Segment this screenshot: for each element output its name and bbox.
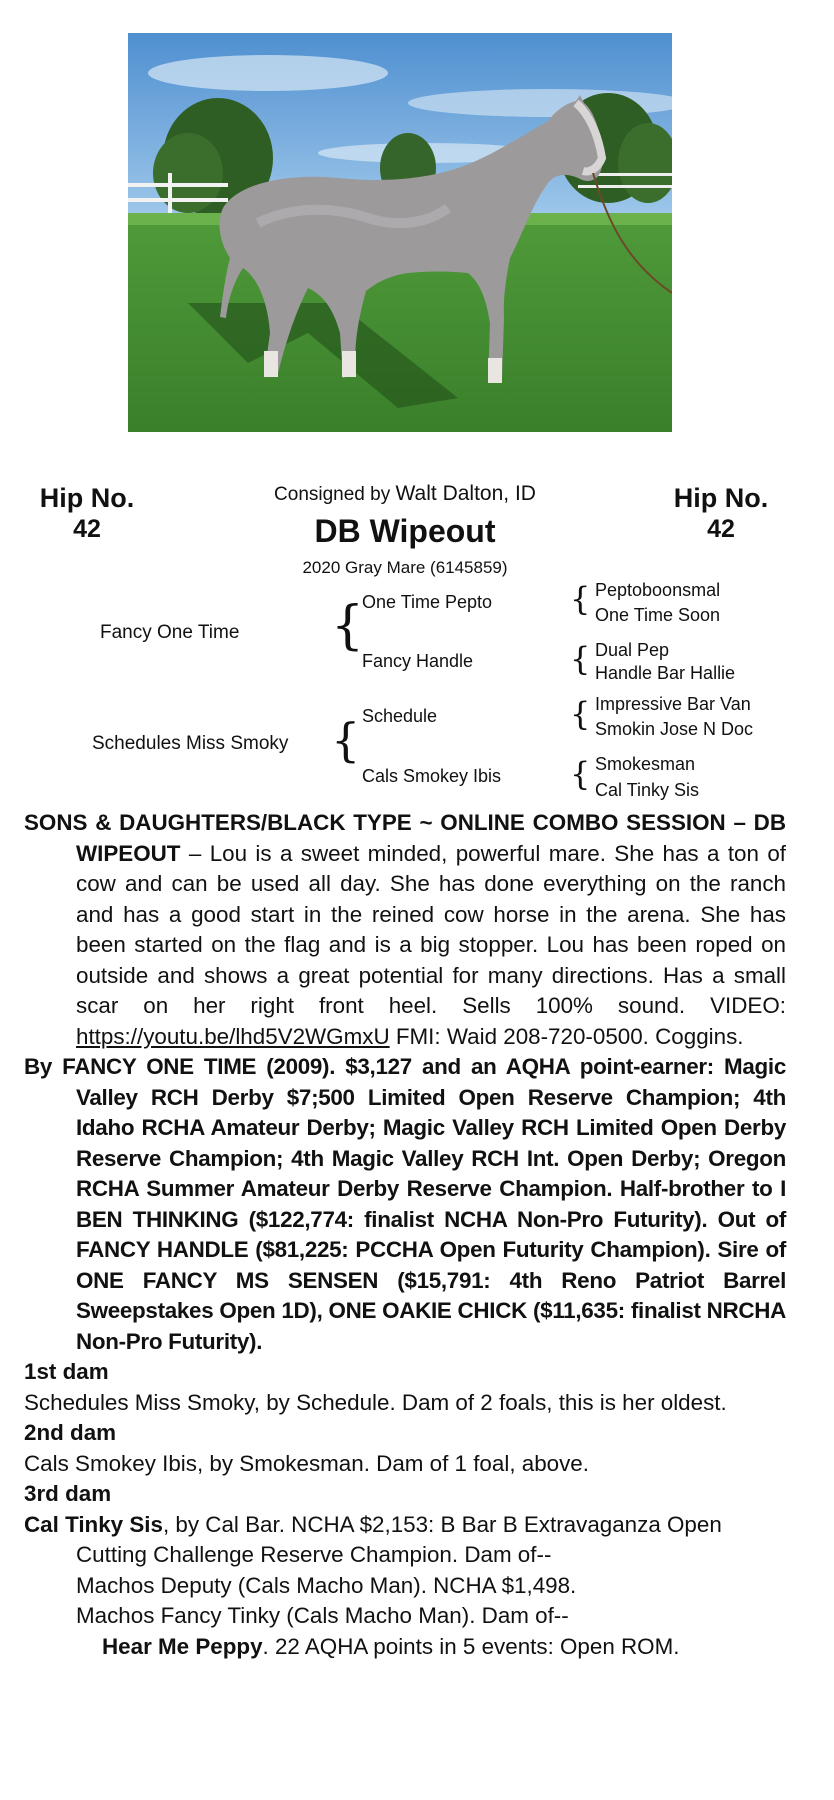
hip-number-right [656, 482, 786, 544]
hip-number-left [22, 482, 152, 544]
consignor-name: Walt Dalton, ID [395, 482, 536, 505]
pedigree-grandparent: Impressive Bar Van [595, 694, 751, 714]
pedigree-brace: { [570, 695, 591, 733]
pedigree-grandparent: Dual Pep [595, 640, 670, 660]
pedigree-grandparent: Peptoboonsmal [595, 580, 721, 600]
second-dam-label: 2nd dam [24, 1420, 117, 1445]
pedigree-brace: { [570, 755, 591, 793]
horse-info: 2020 Gray Mare (6145859) [302, 558, 508, 577]
first-dam-text: Schedules Miss Smoky, by Schedule. Dam of 2 foals, this is her oldest. [24, 1389, 727, 1415]
sire-record: By FANCY ONE TIME (2009). $3,127 and an AQHA point-earner: Magic Valley RCH Derby $7;500 Limited Open Reserve Champion; 4th Idaho RCHA Amateur Derby; Magic Valley RCH Limited Open Derby Reserve Champion; 4th Magic Valley RCH Int. Open Derby; Oregon RCHA Summer Amateur Derby Reserve Champion. Half-brother to I BEN THINKING ($122,774: finalist NCHA Non-Pro Futurity). Out of FANCY HANDLE ($81,225: PCCHA Open Futurity Champion). Sire of ONE FANCY MS SENSEN ($15,791: 4th Reno Patriot Barrel Sweepstakes Open 1D), ONE OAKIE CHICK ($11,635: finalist NRCHA Non-Pro Futurity). [24, 1054, 786, 1354]
hip-number: 42 [73, 515, 101, 543]
third-dam-name: Cal Tinky Sis [24, 1511, 163, 1537]
hip-label: Hip No. [673, 483, 769, 513]
pedigree-dam-sire: Schedule [362, 706, 438, 726]
pedigree-brace: { [570, 580, 591, 618]
hip-label: Hip No. [39, 483, 135, 513]
pedigree-dam: Schedules Miss Smoky [92, 733, 289, 754]
horse-photo-illustration [128, 33, 672, 432]
description-paragraph [24, 808, 786, 1052]
pedigree-grandparent: Cal Tinky Sis [595, 780, 700, 800]
third-dam-record: , by Cal Bar. NCHA $2,153: B Bar B Extravaganza Open Cutting Challenge Reserve Champion. Dam of-- [76, 1511, 722, 1567]
description-text: – Lou is a sweet minded, powerful mare. She has a ton of cow and can be used all day. She has done everything on the ranch and has a good start in the reined cow horse in the arena. She has been started on the flag and is a big stopper. Lou has been roped on outside and shows a great potential for many directions. Has a small scar on her right front heel. Sells 100% sound. VIDEO: [76, 840, 786, 1018]
pedigree-sire: Fancy One Time [100, 622, 240, 643]
hip-number: 42 [707, 515, 735, 543]
pedigree-dam-dam: Cals Smokey Ibis [362, 766, 502, 786]
pedigree-brace: { [331, 713, 361, 767]
third-dam-label: 3rd dam [24, 1481, 112, 1506]
horse-photo [128, 33, 672, 432]
catalog-body [24, 808, 786, 1662]
consignor-line [200, 482, 610, 506]
horse-name: DB Wipeout [314, 513, 496, 549]
description-heading: SONS & DAUGHTERS/BLACK TYPE ~ ONLINE COMBO SESSION – DB WIPEOUT [24, 810, 786, 866]
pedigree-grandparent: Smokesman [595, 754, 696, 774]
produce-line [24, 1632, 786, 1663]
pedigree-grandparent: Handle Bar Hallie [595, 663, 736, 683]
pedigree-sire-dam: Fancy Handle [362, 651, 474, 671]
second-dam-text: Cals Smokey Ibis, by Smokesman. Dam of 1 foal, above. [24, 1450, 589, 1476]
produce-record: . 22 AQHA points in 5 events: Open ROM. [262, 1633, 680, 1659]
produce-line: Machos Fancy Tinky (Cals Macho Man). Dam of-- [76, 1603, 569, 1628]
third-dam-text [24, 1510, 786, 1571]
first-dam-label: 1st dam [24, 1359, 109, 1384]
pedigree-grandparent: Smokin Jose N Doc [595, 719, 754, 739]
pedigree-grandparent: One Time Soon [595, 605, 721, 625]
produce-name: Hear Me Peppy [102, 1633, 263, 1659]
pedigree-brace: { [570, 640, 591, 678]
produce-line: Machos Deputy (Cals Macho Man). NCHA $1,498. [76, 1572, 577, 1598]
pedigree-brace: { [331, 596, 365, 656]
description-contact: FMI: Waid 208-720-0500. Coggins. [389, 1023, 744, 1049]
consigned-prefix: Consigned by [274, 484, 391, 505]
video-link[interactable]: https://youtu.be/lhd5V2WGmxU [76, 1023, 390, 1049]
pedigree-sire-sire: One Time Pepto [362, 592, 493, 612]
